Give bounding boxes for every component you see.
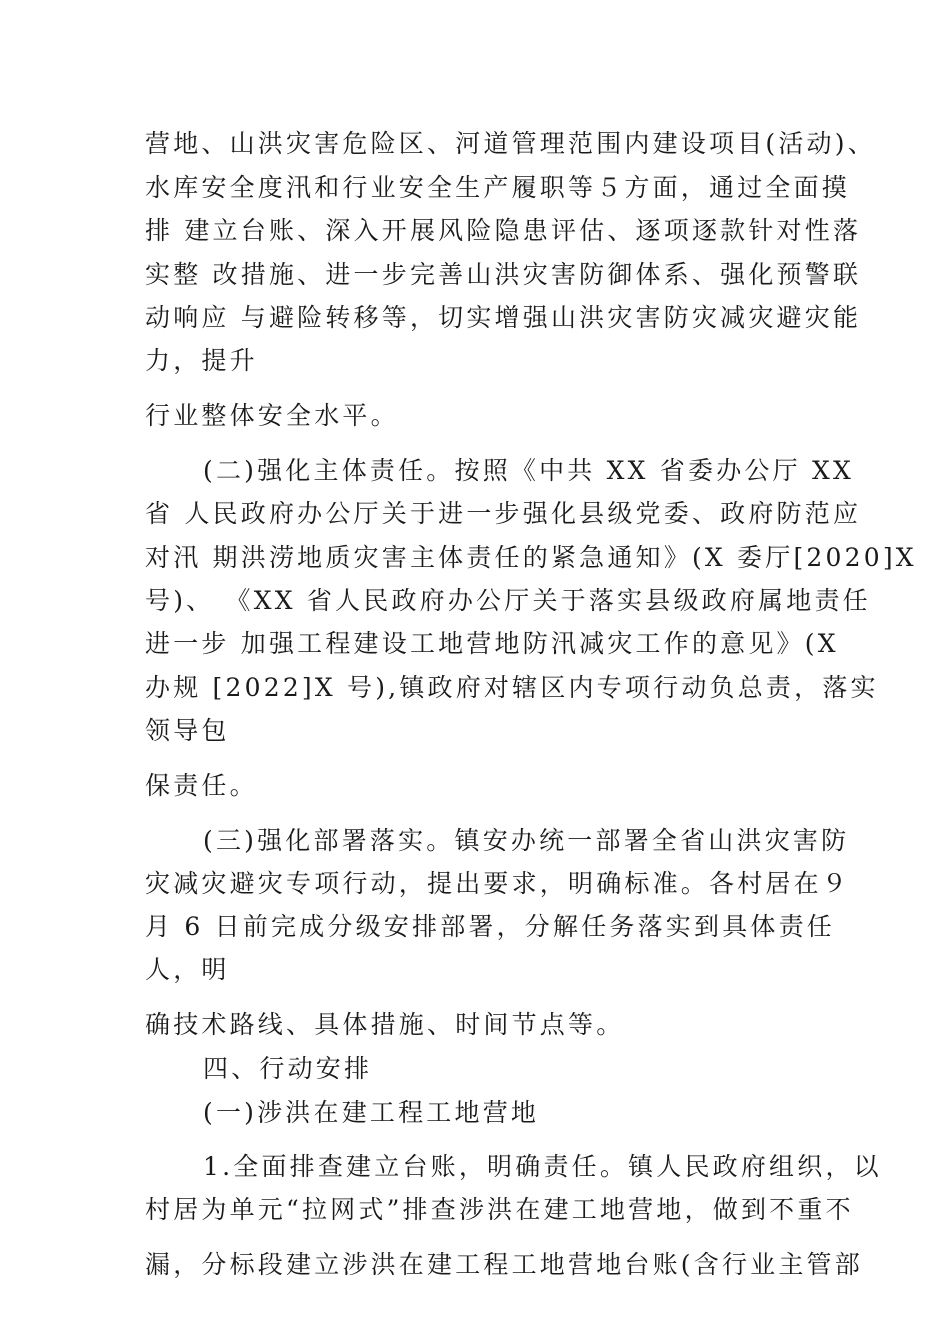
paragraph-heading: (二)强化主体责任。按照《中共 XX 省委办公厅 XX [203,456,854,485]
text-line: 行业整体安全水平。 [145,401,399,430]
section-heading: 四、行动安排 [203,1054,373,1083]
text-line: 漏，分标段建立涉洪在建工程工地营地台账(含行业主管部 [145,1250,863,1279]
paragraph-heading: 1.全面排查建立台账，明确责任。镇人民政府组织，以 [203,1152,882,1181]
text-line: 力，提升 [145,346,258,375]
text-line: 排 建立台账、深入开展风险隐患评估、逐项逐款针对性落 [145,216,862,245]
text-line: 实整 改措施、进一步完善山洪灾害防御体系、强化预警联 [145,260,862,289]
text-line: 办规 [2022]X 号),镇政府对辖区内专项行动负总责，落实 [145,673,879,702]
text-line: 进一步 加强工程建设工地营地防汛减灾工作的意见》(X [145,629,839,658]
subsection-heading: (一)涉洪在建工程工地营地 [203,1098,540,1127]
paragraph-heading: (三)强化部署落实。镇安办统一部署全省山洪灾害防 [203,826,850,855]
text-line: 人，明 [145,955,230,984]
text-line: 对汛 期洪涝地质灾害主体责任的紧急通知》(X 委厅[2020]X [145,543,917,572]
text-line: 营地、山洪灾害危险区、河道管理范围内建设项目(活动)、 [145,129,876,158]
text-line: 水库安全度汛和行业安全生产履职等５方面，通过全面摸 [145,173,851,202]
text-line: 保责任。 [145,771,258,800]
text-line: 月 6 日前完成分级安排部署，分解任务落实到具体责任 [145,912,836,941]
text-line: 号)、 《XX 省人民政府办公厅关于落实县级政府属地责任 [145,586,871,615]
text-line: 领导包 [145,716,230,745]
text-line: 省 人民政府办公厅关于进一步强化县级党委、政府防范应 [145,499,862,528]
text-line: 动响应 与避险转移等，切实增强山洪灾害防灾减灾避灾能 [145,303,862,332]
text-line: 确技术路线、具体措施、时间节点等。 [145,1010,625,1039]
text-line: 灾减灾避灾专项行动，提出要求，明确标准。各村居在９ [145,869,851,898]
text-line: 村居为单元“拉网式”排查涉洪在建工地营地，做到不重不 [145,1195,854,1224]
